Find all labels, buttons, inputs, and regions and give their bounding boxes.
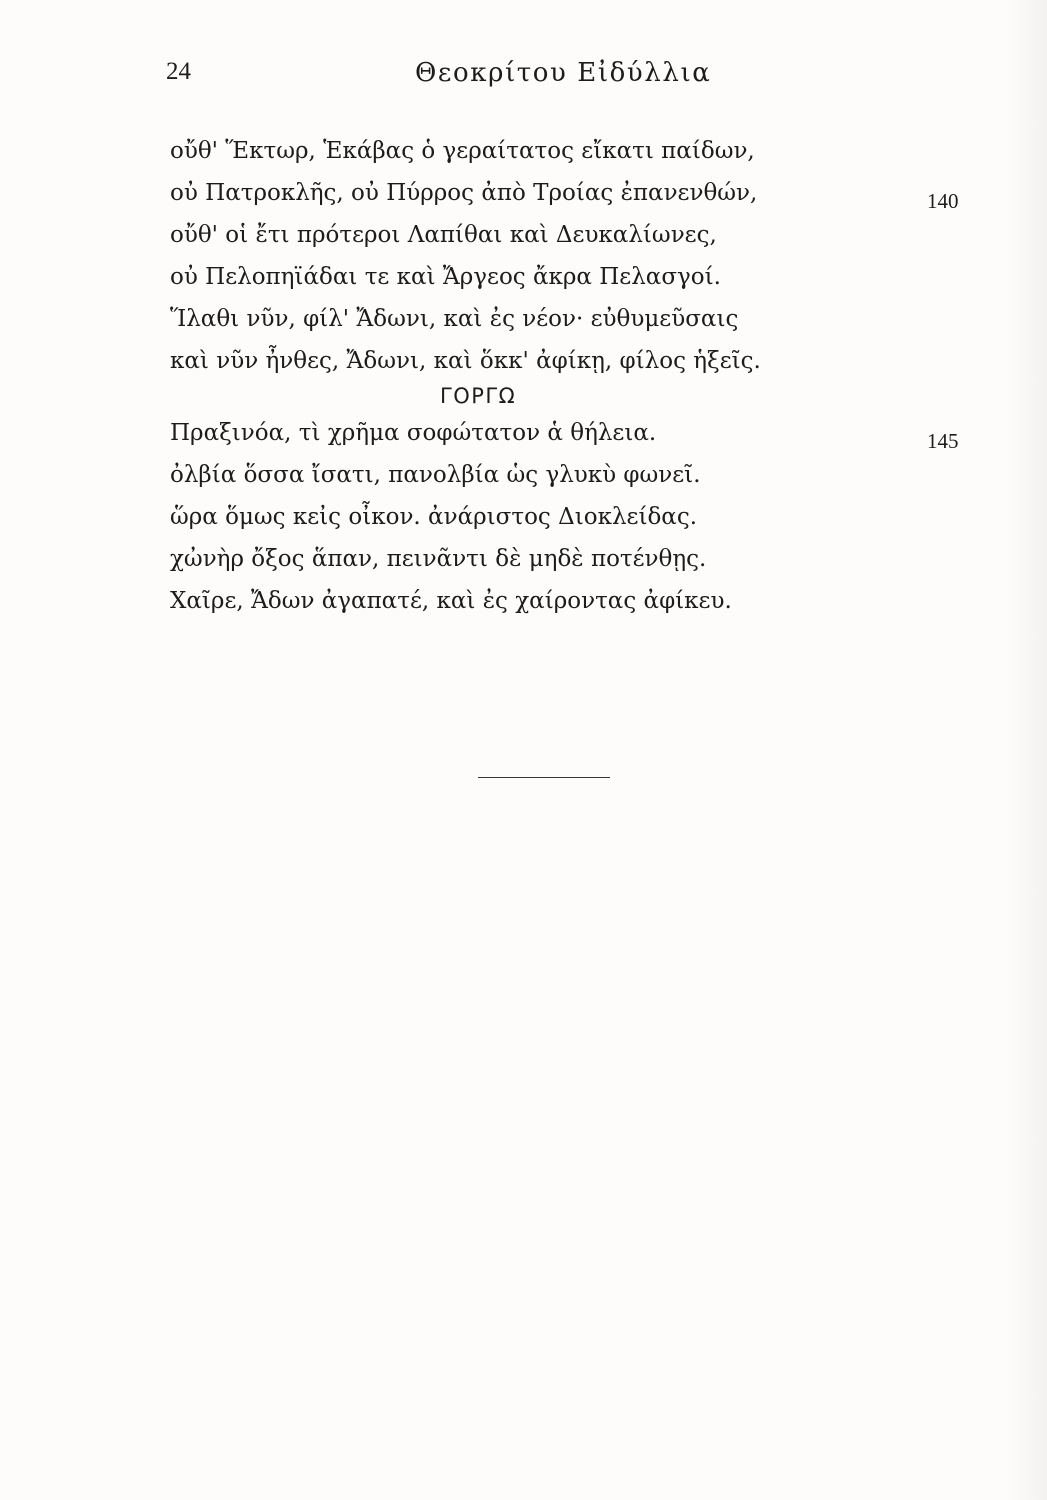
verse-text: Χαῖρε, Ἄδων ἀγαπατέ, καὶ ἐς χαίροντας ἀφίκευ. <box>170 588 732 614</box>
verse-text: οὔθ' Ἕκτωρ, Ἑκάβας ὁ γεραίτατος εἴκατι παίδων, <box>170 138 755 164</box>
verse-line <box>170 412 990 454</box>
verse-text: Πραξινόα, τὶ χρῆμα σοφώτατον ἁ θήλεια. <box>170 420 657 446</box>
verse-block-second <box>170 412 990 622</box>
verse-line <box>170 340 990 382</box>
verse-line <box>170 496 990 538</box>
verse-text: Ἵλαθι νῦν, φίλ' Ἄδωνι, καὶ ἐς νέον· εὐθυμεῦσαις <box>170 306 739 332</box>
verse-line <box>170 130 990 172</box>
verse-line <box>170 214 990 256</box>
verse-text: οὔθ' οἱ ἔτι πρότεροι Λαπίθαι καὶ Δευκαλίωνες, <box>170 222 717 248</box>
verse-line <box>170 172 990 214</box>
page-edge-shadow <box>1005 0 1047 1500</box>
verse-line <box>170 454 990 496</box>
verse-line <box>170 298 990 340</box>
verse-text: οὐ Πατροκλῆς, οὐ Πύρρος ἀπὸ Τροίας ἐπανενθών, <box>170 180 758 206</box>
running-head <box>0 58 1047 92</box>
verse-text: ὀλβία ὅσσα ἴσατι, πανολβία ὡς γλυκὺ φωνεῖ. <box>170 462 701 488</box>
verse-line <box>170 256 990 298</box>
line-number: 140 <box>927 189 959 213</box>
line-number: 145 <box>927 429 959 453</box>
verse-block-first <box>170 130 990 382</box>
section-divider <box>478 777 610 778</box>
verse-text: καὶ νῦν ἦνθες, Ἄδωνι, καὶ ὅκκ' ἀφίκῃ, φίλος ἡξεῖς. <box>170 348 761 374</box>
speaker-heading: ΓΟΡΓΩ <box>440 384 517 408</box>
verse-line <box>170 538 990 580</box>
page-number: 24 <box>166 58 191 85</box>
running-title: Θεοκρίτου Εἰδύλλια <box>415 58 712 88</box>
verse-text: οὐ Πελοπηϊάδαι τε καὶ Ἄργεος ἄκρα Πελασγοί. <box>170 264 721 290</box>
verse-line <box>170 580 990 622</box>
verse-text: χὠνὴρ ὄξος ἅπαν, πεινᾶντι δὲ μηδὲ ποτένθῃς. <box>170 546 707 572</box>
verse-text: ὥρα ὅμως κεἰς οἶκον. ἀνάριστος Διοκλείδας. <box>170 504 698 530</box>
